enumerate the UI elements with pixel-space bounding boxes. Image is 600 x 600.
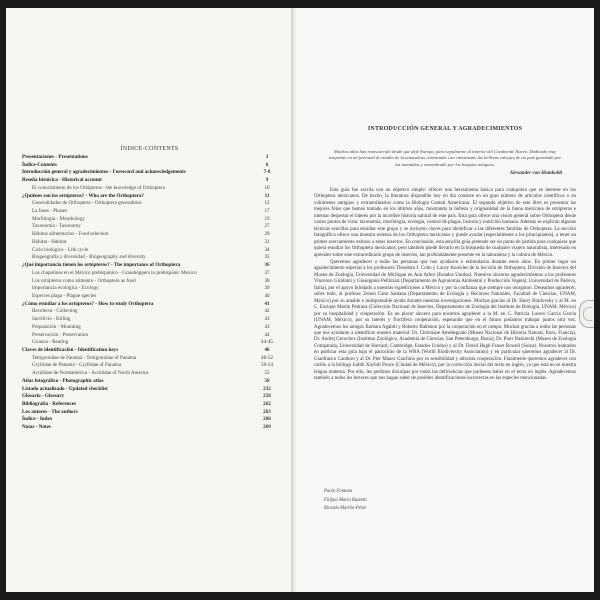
toc-entry xyxy=(22,332,282,340)
toc-entry-page: 12 xyxy=(264,200,270,207)
toc-entry-title: Los autores - The authors xyxy=(22,408,78,415)
toc-entry-page: 46-52 xyxy=(261,354,273,361)
toc-entry-title: Los chapulines en el México prehispánico - Grasshoppers in prehispanic Mexico xyxy=(32,269,197,276)
signature-line: Filippo Maria Buzzetti xyxy=(324,497,367,503)
toc-entry xyxy=(22,262,282,270)
toc-entry xyxy=(22,308,282,316)
toc-entry-page: 10 xyxy=(264,184,270,191)
body-text xyxy=(314,188,576,384)
toc-entry-title: Atlas fotográfico - Photographic atlas xyxy=(22,377,104,384)
toc-title: ÍNDICE-CONTENTS xyxy=(120,146,179,152)
toc-entry-page: 232 xyxy=(263,385,271,392)
epigraph-quote: Muchos años han transcurrido desde que dejé Europa, para sepultarme al interior del Continente Nuevo. Dedicado muy temprano en mi juventud al estudio de la naturaleza, intentando con entusiasmo las bellezas salvajes de un país guardado por las montañas y ensombrado por los bosques antiguos. xyxy=(328,149,562,167)
toc-entry-title: Los ortópteros como alimento - Orthoptera as food xyxy=(32,277,136,284)
toc-entry-page: 50-54 xyxy=(261,362,273,369)
body-paragraph: Esta guía fue escrita con un objetivo simple: ofrecer una herramienta básica para cualquiera que se interese en los Orthoptera mexicanos. De hecho, la literatura disponible hoy en día consiste en un gran número de artículos científicos o en volúmenes antiguos y extraordinarios como la Biologia Central Americana. El segundo objetivo de este libro es presentar las mejores fotos que hemos tomado en los últimos años, mostrando la belleza y originalidad de la fauna mexicana de ortópteros e intentar despertar el interés por la increíble historia natural de este país. Esta guía ofrece una visión general sobre Orthoptera desde varios puntos de vista: taxonomía, morfología, ecología, control de plagas, historia y nutrición humana. Además se explican algunas técnicas sencillas para estudiar este grupo y se incluyen claves para identificar a las diferentes familias de Orthoptera. La sección fotográfica ofrece una muestra extensa de los Orthoptera mexicanos y puede ayudar (especialmente a los principiantes), a tener un primer acercamiento exitoso a estos insectos. En conclusión, esta sencilla guía pretende ser un punto de partida para cualquiera que quiera estudiar los Orthoptera mexicanos, pero también puede llevarlo en la búsqueda de cualquier viajero naturalista, interesado en aprender sobre este extraordinario grupo de insectos, tan profundamente presente en la naturaleza y la cultura de México. xyxy=(314,188,576,258)
toc-entry-title: Gryllidae de Panamá - Gryllidae of Panama xyxy=(32,362,122,369)
toc-entry-title: Preservación - Preservation xyxy=(32,331,89,338)
epigraph-author: Alexander von Humboldt xyxy=(509,171,562,176)
toc-entry-title: Introducción general y agradecimientos - Foreword and acknowledgements xyxy=(22,169,186,176)
toc-entry-page: 55 xyxy=(264,370,270,377)
toc-entry-title: Generalidades de Orthoptera - Orthoptera generalities xyxy=(32,200,142,207)
toc-entry-page: 34 xyxy=(264,246,270,253)
toc-entry-page: 266 xyxy=(263,416,271,423)
toc-entry-title: ¿Cómo estudiar a los ortópteros? - How to study Orthoptera xyxy=(22,300,154,307)
toc-entry-title: Taxonomía - Taxonomy xyxy=(32,223,81,230)
toc-entry xyxy=(22,278,282,286)
body-paragraph: Queremos agradecer a todas las personas que nos ayudaron o estimularon durante estos años. En primer lugar un agradecimiento especial a los profesores Theodore J. Cohn y Lacey Knowles de la Sección de Orthoptera, División de Insectos del Museo de Zoología, Universidad de Michigan en Ann Arbor (Estados Unidos). Nuestros sinceros agradecimientos a los profesores Vincenzo Girolami y Giuseppina Pellizzari (Departamento de Agronomía Ambiental y Producción Vegetal, Universidad de Padova, Italia), por el apoyo brindado a nuestras expediciones a México y por la confianza que siempre nos otorgaron. Deseamos agradecer, sobre todo, al profesor Zenón Cano Santana (Departamento de Ecología y Recursos Naturales, Facultad de Ciencias, UNAM, México) por su amable e indispensable ayuda durante nuestras investigaciones. Muchas gracias al Dr. Harry Brailovsky y al M. en C. Enrique Martín Pedraza (Colección Nacional de Insectos, Departamento de Zoología del Instituto de Biología, UNAM, México) por su hospitalidad y cooperación. Es un placer sincero para nosotros agradecer a la M. en C. Patricia Lucero García García (UNAM, México), por su interés y fructífera cooperación, esperando que en el futuro podamos trabajar juntos otra vez. Agradecemos los amigos Barbara Agabiti y Roberto Battiston por la cooperación en el campo. Muchas gracias a todos las personas que nos ayudaron a identificar nuestro material: Dr. Christiane Amedegnato (Museo Nacional de Historia Natural, Paris, Francia), Dr. Andrej Gorochov (Instituto Zoológico, Academia de Ciencias, San Petersburgo, Rusia), Dr. Piotr Naskrecki (Museo de Zoología Comparada, Universidad de Harvard, Cambridge, Estados Unidos) y al Dr. David Hugh Fraser Rowell (Suiza). Nosotros honrados en publicar esta guía bajo el patrocinio de la WBA (World Biodiversity Association) y en particular queremos agradecer al Dr. Gianfranco Caoduro y al Dr. Pier Mauro Giachino por su sensibilidad y altruista cooperación. Finalmente queremos agradecer con cariño a la bióloga Judith Xóchitl Ponce (Ciudad de México), por la corrección inicial del texto en inglés, ya que esta no es nuestra lengua materna. Por ello, les pedimos disculpas por todas las deficiencias que pudiesen haber en el texto en inglés. Agradecemos también a todos los lectores que nos hagan saber de posibles identificaciones incorrectas en las especies mencionadas. xyxy=(314,259,576,382)
toc-entry-title: Biogeografía y diversidad - Biogeography and diversity xyxy=(32,254,146,261)
toc-entry xyxy=(22,285,282,293)
toc-entry-page: 258 xyxy=(263,393,271,400)
toc-entry xyxy=(22,378,282,386)
toc-entry-title: Preparación - Mounting xyxy=(32,323,81,330)
toc-entry xyxy=(22,393,282,401)
toc-entry-title: Presentaciones - Presentations xyxy=(22,154,88,160)
toc-entry-page: 46 xyxy=(264,346,270,353)
toc-entry-title: Índice-Contents xyxy=(22,161,57,168)
toc-entry-page: 19 xyxy=(264,215,270,222)
toc-entry-title: Hábitat - Habitat xyxy=(32,238,67,245)
toc-entry xyxy=(22,270,282,278)
section-title: INTRODUCCIÓN GENERAL Y AGRADECIMIENTOS xyxy=(367,126,523,132)
toc-entry xyxy=(22,200,282,208)
toc-entry-title: Recolecta - Collecting xyxy=(32,308,78,315)
toc-entry-page: 31 xyxy=(264,238,270,245)
signature-line: Ricardo Mariño-Pérez xyxy=(324,506,367,512)
toc-entry xyxy=(22,231,282,239)
toc-entry xyxy=(22,216,282,224)
toc-entry xyxy=(22,254,282,262)
toc-entry-title: La fases - Phases xyxy=(32,208,67,215)
table-of-contents xyxy=(22,154,282,432)
toc-entry xyxy=(22,154,282,162)
toc-entry xyxy=(22,339,282,347)
toc-entry xyxy=(22,347,282,355)
toc-entry xyxy=(22,362,282,370)
toc-entry-page: 42 xyxy=(264,308,270,315)
toc-entry xyxy=(22,316,282,324)
toc-entry xyxy=(22,401,282,409)
toc-entry-title: Especies plaga - Plague species xyxy=(32,292,97,299)
author-signatures xyxy=(324,488,367,514)
toc-entry-title: Claves de identificación - Identification keys xyxy=(22,346,119,353)
toc-entry-page: 7-8 xyxy=(263,169,271,176)
toc-entry-title: Notas - Notes xyxy=(22,424,51,431)
toc-entry-title: Hábitos alimentarios - Food selection xyxy=(32,231,109,238)
toc-entry xyxy=(22,324,282,332)
toc-entry-title: Índice - Index xyxy=(22,416,53,423)
toc-entry-page: 269 xyxy=(263,424,271,431)
toc-entry xyxy=(22,169,282,177)
toc-entry-title: Reseña histórica - Historical account xyxy=(22,177,102,184)
toc-entry xyxy=(22,386,282,394)
toc-entry-page: 17 xyxy=(264,208,270,215)
toc-entry-title: Crianza - Rearing xyxy=(32,339,69,346)
toc-entry xyxy=(22,193,282,201)
toc-entry xyxy=(22,185,282,193)
toc-entry-page: 6 xyxy=(265,161,269,168)
toc-entry-title: Bibliografía - References xyxy=(22,401,76,407)
right-page xyxy=(296,8,594,592)
toc-entry-page: 35 xyxy=(264,254,270,261)
toc-entry-page: 3 xyxy=(265,154,269,160)
toc-entry-title: ¿Qué importancia tienen los ortópteros? - The importance of Orthoptera xyxy=(22,262,181,269)
toc-entry-page: 43 xyxy=(264,316,270,323)
left-page xyxy=(6,8,293,592)
toc-entry-page: 262 xyxy=(263,401,271,407)
toc-entry xyxy=(22,208,282,216)
toc-entry xyxy=(22,223,282,231)
toc-entry xyxy=(22,162,282,170)
toc-entry-title: Morfología - Morphology xyxy=(32,215,85,222)
toc-entry-page: 38 xyxy=(264,277,270,284)
toc-entry-page: 40 xyxy=(264,292,270,299)
toc-entry-page: 29 xyxy=(264,231,270,238)
toc-entry-title: Sacrificio - Killing xyxy=(32,316,71,323)
toc-entry-page: 44 xyxy=(264,331,270,338)
toc-entry xyxy=(22,370,282,378)
toc-entry-title: Importancia ecológica - Ecology xyxy=(32,285,99,292)
toc-entry xyxy=(22,424,282,432)
signature-line: Paolo Fontana xyxy=(324,489,353,494)
toc-entry xyxy=(22,239,282,247)
toc-entry-page: 27 xyxy=(264,223,270,230)
toc-entry-title: Tettigoniidae de Panamá - Tettigoniidae of Panama xyxy=(32,354,137,361)
toc-entry-page: 263 xyxy=(263,408,271,415)
toc-entry xyxy=(22,301,282,309)
toc-entry-title: El conocimiento de los Ortópteros - the knowledge of Orthoptera xyxy=(32,184,165,191)
toc-entry-title: Glosario - Glossary xyxy=(22,393,65,400)
toc-entry xyxy=(22,293,282,301)
toc-entry-page: 44-45 xyxy=(261,339,273,346)
toc-entry-page: 39 xyxy=(264,285,270,292)
toc-entry-title: Acrididae de Norteamérica - Acrididae of North America xyxy=(32,370,149,377)
toc-entry xyxy=(22,409,282,417)
toc-entry-page: 41 xyxy=(264,300,270,307)
toc-entry-page: 9 xyxy=(265,177,269,184)
toc-entry xyxy=(22,416,282,424)
toc-entry-page: 37 xyxy=(264,269,270,276)
toc-entry-title: ¿Quiénes son los ortópteros? - Who are the Orthoptera? xyxy=(22,192,144,199)
toc-entry-page: 43 xyxy=(264,323,270,330)
toc-entry-title: Listado actualizado - Updated checklist xyxy=(22,385,108,392)
toc-entry-page: 58 xyxy=(264,377,270,384)
toc-entry-title: Ciclo biológico - Life cycle xyxy=(32,246,89,253)
page-edge-seal-icon xyxy=(579,300,594,328)
toc-entry-page: 36 xyxy=(264,262,270,269)
toc-entry-page: 11 xyxy=(264,192,270,199)
toc-entry xyxy=(22,177,282,185)
